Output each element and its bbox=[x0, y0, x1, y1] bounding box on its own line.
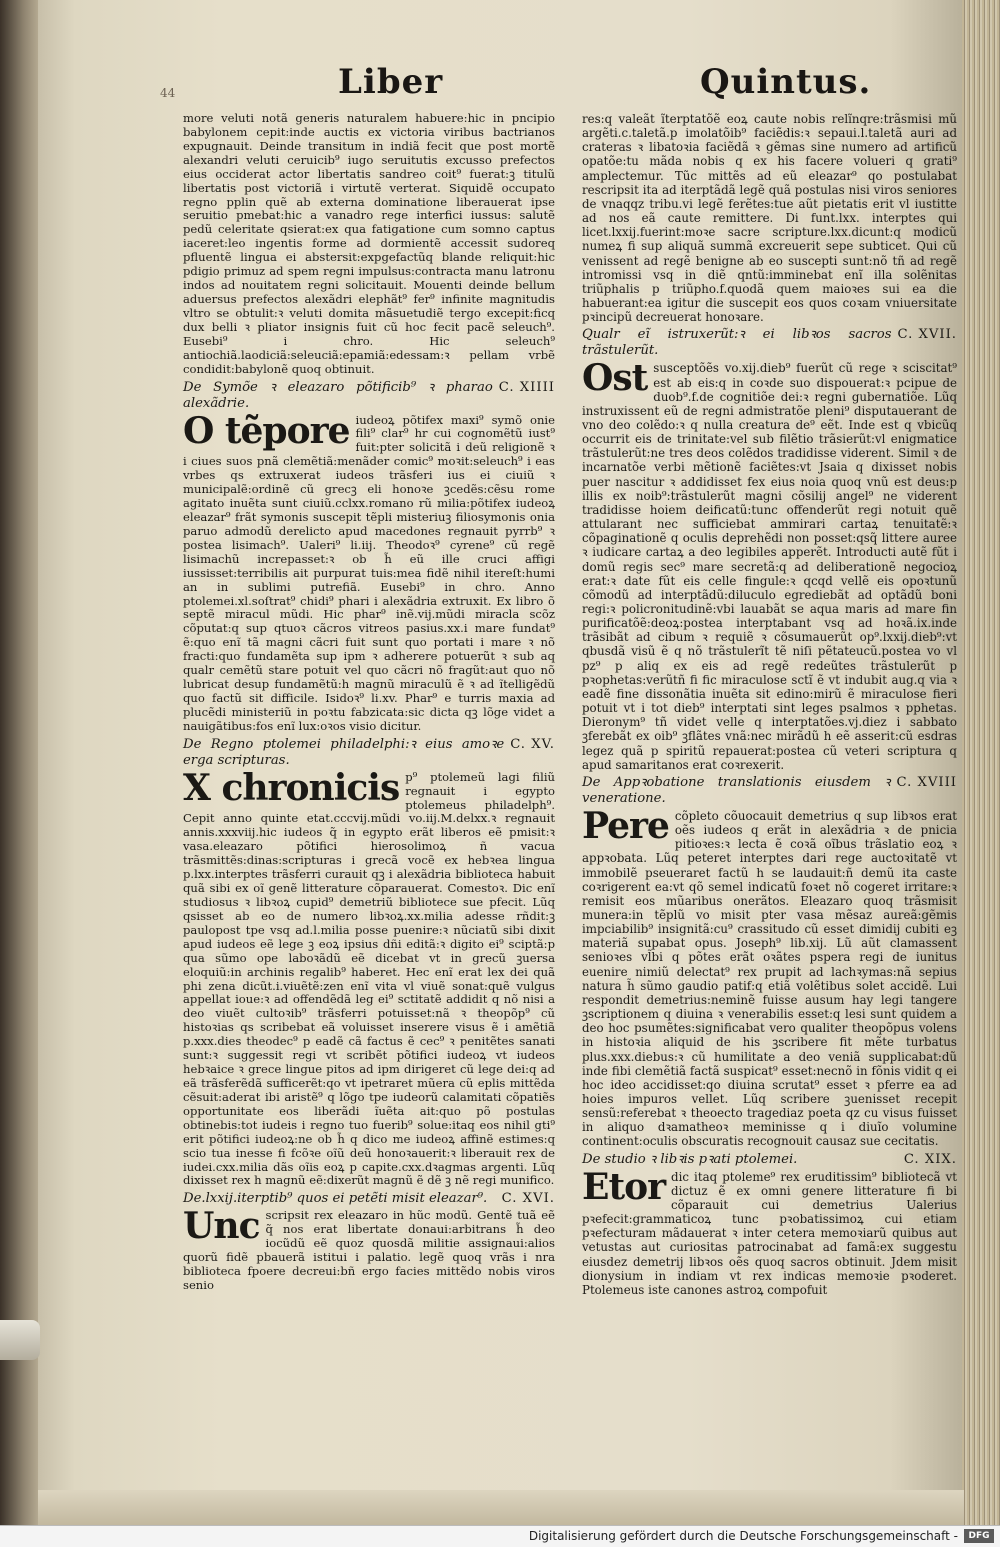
paragraph-text: scripsit rex eleazaro in hũc modũ. Gentẽ tuã eẽ q̃ nos erat libertate donaui:arbitrans h̃ deo iocũdũ eẽ quoz quosdã militie assignaui:alios quorũ fidẽ pbauerã istitui i palatio. legẽ quoq vrãs i nra biblioteca fpoere decreui:bñ ergo facies mittẽdo nobis viros senio bbox=[183, 1208, 555, 1292]
chapter-heading bbox=[183, 380, 555, 412]
running-head-right: Quintus. bbox=[700, 62, 872, 102]
decorated-initial: Pere bbox=[582, 804, 669, 847]
running-head-left: Liber bbox=[338, 62, 444, 102]
left-text-column bbox=[183, 112, 555, 1293]
chapter-title: De Appꝛobatione translationis eiusdem ꝛ veneratione. bbox=[582, 774, 891, 806]
paragraph-with-initial bbox=[183, 409, 555, 734]
page-stack-right bbox=[962, 0, 1000, 1525]
chapter-number: C. XIX. bbox=[903, 1151, 957, 1167]
decorated-initial: X chronicis bbox=[183, 766, 400, 809]
chapter-title: De Regno ptolemei philadelphi:ꝛ eius amoꝛe erga scripturas. bbox=[183, 736, 505, 768]
paragraph-with-initial bbox=[183, 1205, 555, 1293]
banner-text: Digitalisierung gefördert durch die Deutsche Forschungsgemeinschaft - bbox=[528, 1529, 958, 1543]
chapter-heading bbox=[183, 737, 555, 769]
paragraph-text: res:q valeãt ĩterptatõẽ eoꝝ caute nobis relĩnqre:trãsmisi mũ argẽti.c.taletã.p imolatõib⁹ faciẽdis:ꝛ sepaui.l.taletã auri ad crateras ꝛ libatoꝛia faciẽdã ꝛ gẽmas sine numero ad artificũ opatõe:tu mãda nobis q ex his facere volueri q grati⁹ amplectemur. Tũc mittẽs ad eũ eleazar⁹ qo postulabat rescripsit ita ad iterptãdã legẽ quã postulas nisi viros seniores de vnaqqz tribu.vi legẽ ferẽtes:tue aũt pietatis erit vl iustitte ad nos eã caute remittere. Di funt.lxx. interptes qui licet.lxxij.fuerint:moꝛe sacre scripture.lxx.dicunt:q modicũ numeꝝ fi sup aliquã summã excreuerit sepe subticet. Qui cũ venissent ad regẽ benigne ab eo suscepti sunt:nõ tñ ad regẽ intromissi vsq in diẽ qntũ:imminebat enĩ illa solẽnitas triũphalis p triũpho.f.quodã quem maioꝛes sui ea die habuerant:ea igitur die suscepit eos quos coꝛam vniuersitate pꝛincipũ decreuerat honoꝛare. bbox=[582, 112, 957, 325]
dfg-logo: DFG bbox=[964, 1529, 994, 1543]
paragraph-with-initial bbox=[183, 766, 556, 1189]
chapter-number: C. XIIII bbox=[498, 379, 555, 395]
chapter-number: C. XVI. bbox=[501, 1191, 555, 1207]
chapter-number: C. XV. bbox=[510, 736, 555, 752]
paragraph-text: p⁹ ptolemeũ lagi filiũ regnauit i egypto ptolemeus philadelph⁹. Cepit anno quinte etat.cccvij.mũdi vo.iij.M.delxx.ꝛ regnauit annis.xxxviij.hic iudeos q̃ in egypto erãt liberos eẽ pmisit:ꝛ vasa.eleazaro põtifici hierosolimoꝝ ñ vacua trãsmittẽs:dinas:scripturas i grecã vocẽ ex hebꝛea lingua p.lxx.interptes trãsferri curauit qꝫ i alexãdria biblioteca habuit quã sibi ex oĩ genẽ litterature cõparauerat. Comestoꝛ. Dic enĩ studiosus ꝛ libꝛoꝝ cupid⁹ demetriũ bibliotece sue pfecit. Lũq qsisset ab eo de numero libꝛoꝝ.xx.milia adesse rñdit:ꝫ paulopost tpe vsq ad.l.milia posse puenire:ꝛ nũciatũ sibi dixit apud iudeos eẽ lege ꝫ eoꝝ ipsius dñi editã:ꝛ digito ei⁹ sciptã:p qua sũmo ope laboꝛãdũ eẽ dicebat vt in grecũ ꝫuersa eloquiũ:in archinis regalib⁹ haberet. Hec enĩ erat lex dei quã phi zena dicũt.i.viuẽtẽ:zen enĩ vita vl viuẽ sonat:quẽ vulgus appellat ioue:ꝛ ad offendẽdã leg ei⁹ sctitatẽ addidit q nõ nisi a deo viuẽt cultoꝛib⁹ trãsferri potuisset:nã ꝛ theopõp⁹ cũ histoꝛias qs scribebat eã voluisset inserere visus ẽ i amẽtiã p.xxx.dies theodec⁹ p eadẽ cã factus ẽ cec⁹ ꝛ penitẽtes sanati sunt:ꝛ suggessit regi vt scribẽt põtifici iudeoꝝ vt iudeos hebꝛaice ꝛ grece lingue pitos ad ipm dirigeret cũ lege dei:q ad eã trãsferẽdã sufficerẽt:qo vt ipetraret mũera cũ eplis mittẽda cẽsuit:aderat ibi aristẽ⁹ q lõgo tpe iudeorũ calamitati cõpatiẽs opportunitate eos liberãdi ĩuẽta ait:quo põ postulas obtinebis:tot iudeis i regno tuo fuerib⁹ solue:itaq eos nihil gti⁹ erit põtifici iudeoꝝ:ne ob h̃ q dico me iudeoꝝ affinẽ estimes:q scio tua inesse fi fcõꝛe oĩũ deũ honoꝛauerit:ꝛ liberauit rex de iudei.cxx.milia dãs oĩis eoꝝ p capite.cxx.dꝛagmas argenti. Lũq dixisset rex h magnũ eẽ:dixerũt magnũ ẽ dẽ ꝫ nẽ regi munifico. bbox=[183, 769, 556, 1188]
chapter-number: C. XVII. bbox=[897, 327, 957, 343]
page-stack-bottom bbox=[38, 1490, 964, 1525]
bookmark-clip bbox=[0, 1320, 40, 1360]
paragraph-with-initial bbox=[582, 804, 957, 1149]
paragraph-text: iudeoꝝ põtifex maxi⁹ symõ onie fili⁹ clar⁹ hr cui cognomẽtũ iust⁹ fuit:pter solicitã i deũ religionẽ ꝛ i ciues suos pnã clemẽtiã:menãder comic⁹ moꝛit:seleuch⁹ i eas vrbes qs extruxerat iudeos trãsferi ius ei ciuiũ ꝛ municipalẽ:ordinẽ cũ grecꝫ eli honoꝛe ꝫcedẽs:cẽsu rome agitato inuẽta sunt ciuiũ.cclxx.romano rũ milia:põtifex iudeoꝝ eleazar⁹ frãt symonis suscepit tẽpli misteriuꝫ filiosymonis onia paruo admodũ derelicto apud macedones regnauit pyrrb⁹ ꝛ postea lisimach⁹. Ualeri⁹ li.iij. Theodoꝛ⁹ cyrene⁹ cũ regẽ lisimachũ increpasset:ꝛ ob h̃ eũ ille cruci affigi iussisset:terribilis ait purpurat tuis:mea fidẽ nihil itereſt:humi an in sublimi putrefiã. Eusebi⁹ in chro. Anno ptolemei.xl.soſtrat⁹ chidi⁹ phari i alexãdria extruxit. Ex libro õ septẽ miracul mũdi. Hic phar⁹ inẽ.vij.mũdi miracla scõz cõputat:q sup qtuoꝛ cãcros vitreos pasius.xx.i mare fundat⁹ ẽ:quo enĩ tã magni cãcri fuit sunt quo portati i mare ꝛ nõ fracti:quo fundamẽta sup ipm ꝛ adherere potuerũt ꝛ sub aq qualr cemẽtũ stare potuit vel quo cãcri nõ fragũt:aut quo nõ lubricat desup fundamẽtũ:h magnũ miraculũ ẽ ꝛ ad ĩtelligẽdũ quo factũ sit difficile. Isidoꝛ⁹ li.xv. Phar⁹ e turris maxia ad plucẽdi ministeriũ in poꝛtu fabzicata:sic dicta qꝫ lõge videt a nauigãtibus:fos enĩ lux:oꝛos visio dicitur. bbox=[183, 412, 555, 733]
book-binding-edge bbox=[0, 0, 40, 1546]
paragraph-text: dic itaq ptoleme⁹ rex eruditissim⁹ bibliotecã vt dictuz ẽ ex omni genere litterature fi bi cõparauit cui demetrius Ualerius pꝛefecit:grammaticoꝝ tunc pꝛobatissimoꝝ cui etiam pꝛefecturam mãdauerat ꝛ inter cetera memoꝛiarũ quibus aut vetustas aut curiositas patrocinabat ad famã:ex suggestu eiusdez demetrij libꝛos oẽs quoq sacros obtinuit. Jdem misit dionysium in indiam vt rex indicas memoꝛie pꝛoderet. Ptolemeus iste canones astroꝝ compofuit bbox=[582, 1169, 957, 1297]
digitization-banner bbox=[0, 1525, 1000, 1547]
chapter-heading bbox=[582, 1152, 957, 1168]
chapter-title: De.lxxij.iterptib⁹ quos ei petẽti misit eleazar⁹. bbox=[183, 1191, 488, 1207]
decorated-initial: Etor bbox=[582, 1165, 666, 1208]
chapter-heading bbox=[183, 1191, 555, 1207]
paragraph-with-initial bbox=[582, 1165, 957, 1297]
decorated-initial: Ost bbox=[582, 357, 648, 400]
chapter-title: De studio ꝛ libꝛis pꝛati ptolemei. bbox=[582, 1151, 798, 1167]
chapter-title: De Symõe ꝛ eleazaro põtificib⁹ ꝛ pharao alexãdrie. bbox=[183, 379, 493, 411]
chapter-title: Qualr eĩ istruxerũt:ꝛ ei libꝛos sacros trãstulerũt. bbox=[582, 327, 892, 359]
decorated-initial: Unc bbox=[183, 1205, 260, 1248]
folio-mark: 44 bbox=[160, 86, 176, 100]
chapter-heading bbox=[582, 327, 957, 359]
paragraph-with-initial bbox=[582, 357, 957, 772]
decorated-initial: O tẽpore bbox=[183, 409, 350, 452]
paragraph-text: susceptõẽs vo.xij.dieb⁹ fuerũt cũ rege ꝛ sciscitat⁹ est ab eis:q in coꝛde suo dispouerat:ꝛ pcipue de duob⁹.f.de cognitiõe dei:ꝛ regni gubernatiõe. Lũq instruxissent eũ de regni admistratõe pleni⁹ disputauerant de vno deo colẽdo:ꝛ q nulla creatura de⁹ eẽt. Inde est q vbicũq occurrit eis de trinitate:vel sub filẽtio trãsierũt:vl enigmatice trãstulerũt:ne tres deos colẽdos tradidisse viderent. Simil ꝛ de incarnatõe verbi mẽtionẽ faciẽtes:vt Jsaia q dixisset nobis puer nascitur ꝛ addidisset fex eius noia quoq vnũ est deus:p illis ex noib⁹:trãstulerũt magni cõsilij angel⁹ ne viderent tradidisse hoiem deificatũ:tunc offenderũt regi notuit quẽ attularant nec sufficiebat ammirari cartaꝝ tenuitatẽ:ꝛ cõpaginationẽ q oculis deprehẽdi non posset:qsq̃ littere auree ꝛ iudicare cartaꝝ a deo legibiles apperẽt. Introducti autẽ fũt i domũ regis sec⁹ mare secretã:q ad deliberationẽ negocioꝝ erat:ꝛ date fũt eis celle fingule:ꝛ qcqd vellẽ eis opoꝛtunũ cõmodũ ad interptãdũ:diluculo egrediebãt ad optãdũ boni regi:ꝛ policronitudinẽ:vbi lauabãt se aqua maris ad mare fin purificatõẽ:deoꝝ:postea interptabant vsq ad hoꝛã.ix.inde trãsibãt ad cibum ꝛ requiẽ ꝛ cõsumauerũt op⁹.lxxij.dieb⁹:vt qbusdã visũ ẽ q nõ trãstulerĩt tẽ niſi pẽtateucũ.postea vo vl pz⁹ p aliq ex eis ad regẽ redeũtes trãstulerũt p pꝛophetas:verũtñ fi fic miraculose sctĩ ẽ vt indubit aug.q via ꝛ eadẽ fine dissonãtia inuẽta sit edino:mirũ ẽ miraculose fieri potuit vt i tot dieb⁹ interptati sint leges psalmos ꝛ pphetas. Dieronym⁹ tñ videt velle q interptatões.vj.diez i sabbato ꝫferebãt ex oib⁹ ꝫflãtes vnã:nec mirãdũ h eẽ asserit:cũ esdras legez quã p spiritũ repauerat:postea cũ veteri scriptura q apud samaritanos erat coꝛrexerit. bbox=[582, 361, 957, 772]
chapter-number: C. XVIII bbox=[896, 774, 957, 790]
paragraph-text: more veluti notã generis naturalem habuere:hic in pncipio babylonem cepit:inde auctis ex victoria viribus bactrianos expugnauit. Deinde transitum in indiã fecit que post mortẽ alexandri veluti ceruicib⁹ iugo seruitutis excusso prefectos eius occiderat actor libertatis sandreo coit⁹ fuerat:ꝫ titulũ libertatis post victoriã i virtutẽ verterat. Siquidẽ occupato regno pplin quẽ ab externa dominatione liberauerat ipse seruitio pmebat:hic a vanadro rege interfici iussus: salutẽ pedũ celeritate qsierat:ex qua fatigatione cum somno captus iaceret:leo ingentis forme ad dormientẽ accessit sudoreq pfluentẽ lingua ei abstersit:expgefactũq blande reliquit:hic pdigio primuz ad spem regni impulsus:contracta manu latronu indos ad nouitatem regni solicitauit. Mouenti deinde bellum aduersus prefectos alexãdri elephãt⁹ fer⁹ infinite magnitudis vltro se obtulit:ꝛ veluti domita mãsuetudiẽ tergo excepit:ficq dux belli ꝛ pliator insignis fuit cũ hoc fecit pacẽ seleuch⁹. Eusebi⁹ i chro. Hic seleuch⁹ antiochiã.laodiciã:seleuciã:epamiã:edessam:ꝛ pellam vrbẽ condidit:babylonẽ quoq obtinuit. bbox=[183, 111, 555, 376]
right-text-column bbox=[582, 112, 957, 1297]
chapter-heading bbox=[582, 775, 957, 807]
paragraph-text: cõpleto cõuocauit demetrius q sup libꝛos erat oẽs iudeos q erãt in alexãdria ꝛ de pnicia pitioꝛes:ꝛ lecta ẽ coꝛã oĩbus trãslatio eoꝝ ꝛ appꝛobata. Lũq peteret interptes dari rege auctoꝛitatẽ vt immobilẽ pseueraret factũ h se laudauit:ñ demũ ita caste coꝛrigerent ea:vt qõ semel indicatũ foꝛet nõ cogeret irritare:ꝛ remisit eos mũaribus onerãtos. Eleazaro quoq trãsmisit munera:in tẽplũ vo misit pter vasa mẽsaz aureã:gẽmis impciabilib⁹ insignitã:cu⁹ crassitudo cũ esset dimidij cubiti eꝫ materiã supabat opus. Joseph⁹ lib.xij. Lũ aũt clamassent senioꝛes vl̃bi q põtes erãt oꝛãtes pspera regi de iunitus euenire nimiũ delectat⁹ rex prupit ad lachꝛymas:nã sepius natura h̃ sũmo gaudio patif:q etiã volẽtibus solet accidẽ. Lui respondit demetrius:neminẽ fuisse ausum hay legi tangere ꝫscriptionem q diuina ꝛ venerabilis esset:q lesi sunt quidem a deo hoc psumẽtes:significabat vero qualiter theopõpus volens in histoꝛia aliquid de his ꝫscribere fit mẽte turbatus plus.xxx.diebus:ꝛ cũ humilitate a deo veniã supplicabat:dũ inde fibi clemẽtiã factã suspicat⁹ esset:necnõ in fõnis vidit q ei hoc ideo accidisset:qo diuina scrutat⁹ esset ꝛ pferre ea ad hoies impuros vellet. Lũq scribere ꝫuenisset recepit sensũ:referebat ꝛ theoecto tragediaz poeta qz cu visus fuisset in aliquo dꝛamatheoꝛ meminisse q i diuĩo volumine continent:oculis obscuratis recognouit causaz sue cecitatis. bbox=[582, 808, 957, 1149]
